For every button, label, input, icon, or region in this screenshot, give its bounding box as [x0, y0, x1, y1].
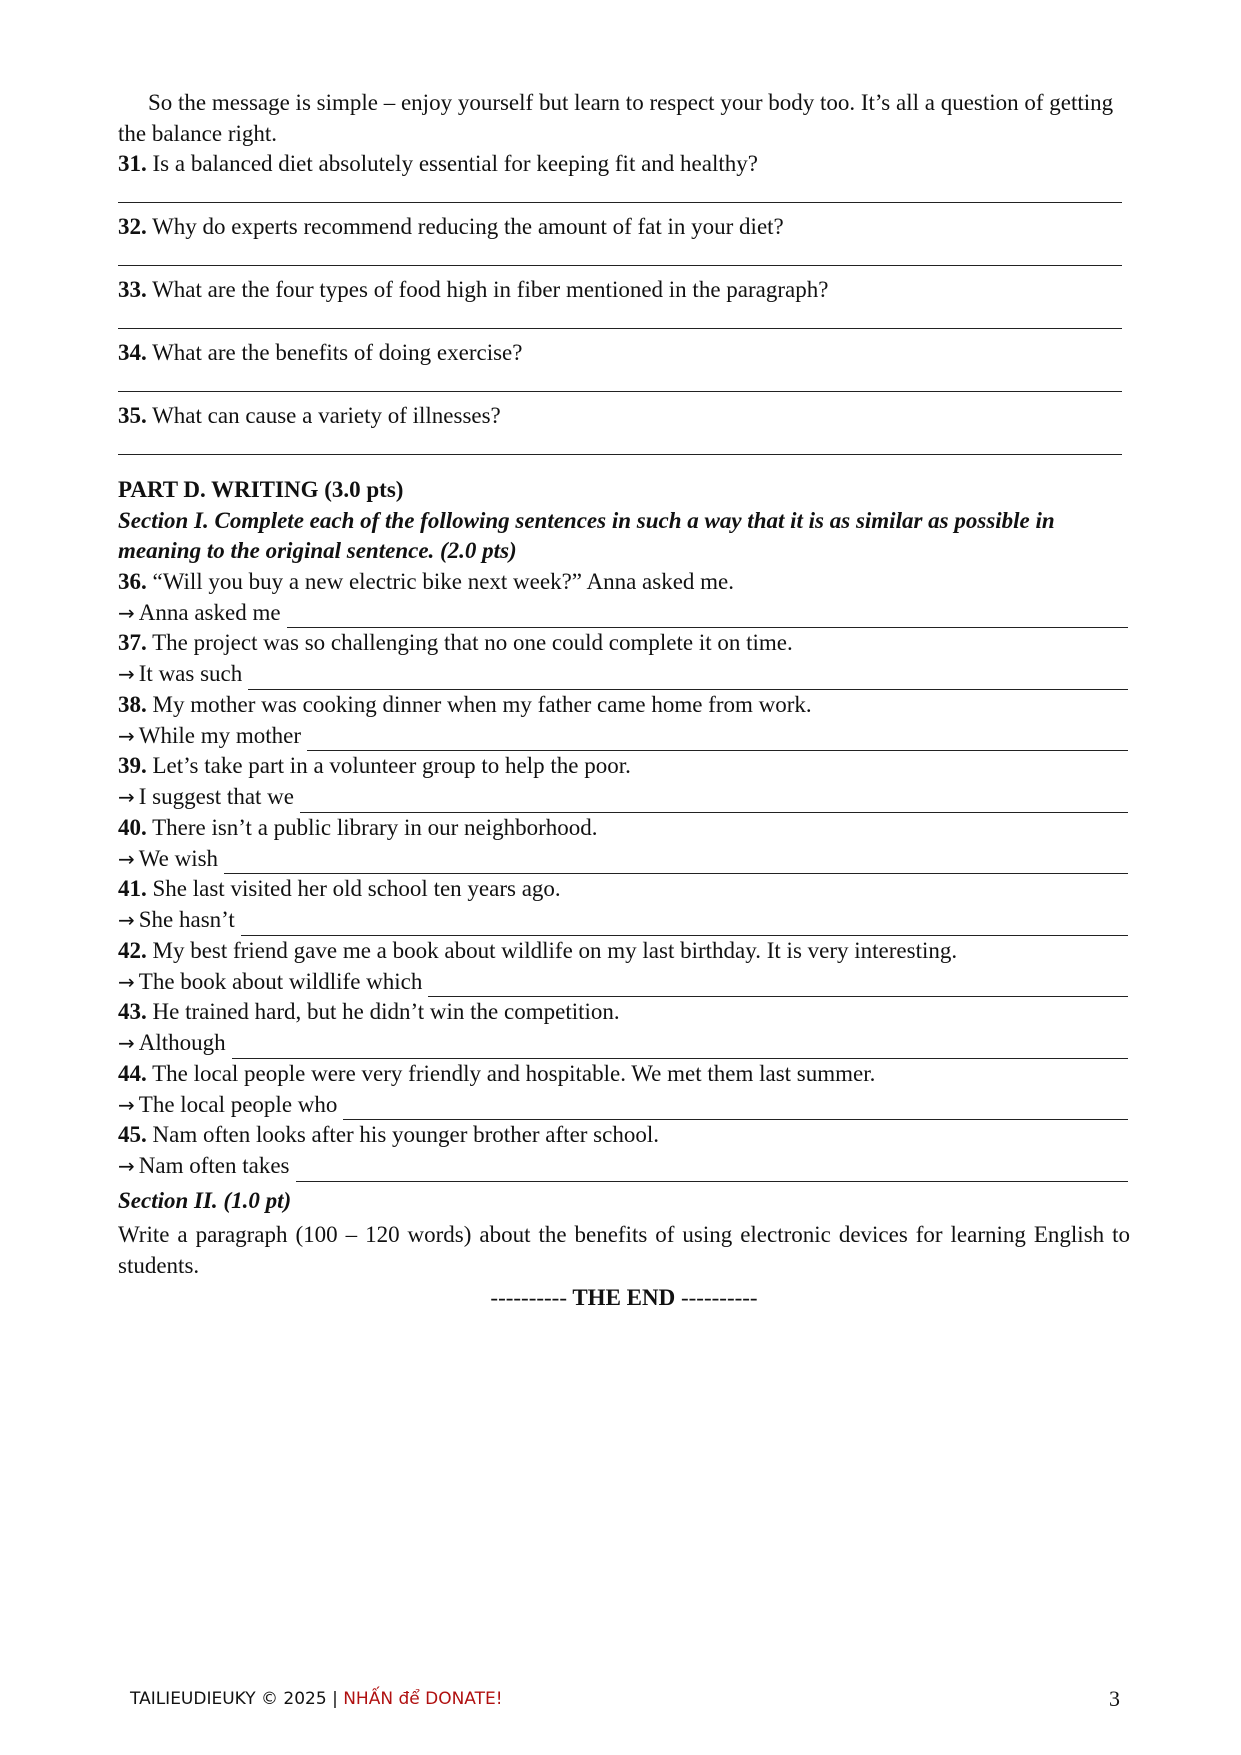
answer-line[interactable]	[118, 432, 1122, 455]
item-sentence: My mother was cooking dinner when my father came home from work.	[152, 691, 812, 717]
document-page	[118, 88, 1130, 1314]
item-prompt: The local people who	[138, 1091, 338, 1117]
end-dashes-right: ----------	[680, 1285, 758, 1310]
item-prompt: She hasn’t	[138, 907, 235, 932]
arrow-right-icon: →	[118, 662, 135, 686]
question-32	[118, 212, 1130, 266]
question-number: 34.	[118, 340, 147, 365]
question-35	[118, 401, 1130, 455]
page-number: 3	[1109, 1686, 1120, 1711]
intro-paragraph: So the message is simple – enjoy yourself but learn to respect your body too. It’s all a question of getting the balance right.	[118, 90, 1114, 146]
arrow-right-icon: →	[118, 785, 135, 809]
item-number: 42.	[118, 937, 147, 963]
answer-line[interactable]	[118, 180, 1122, 203]
arrow-right-icon: →	[118, 600, 135, 625]
question-31	[118, 149, 1130, 203]
question-text: What are the four types of food high in fiber mentioned in the paragraph?	[152, 277, 829, 302]
arrow-right-icon: →	[118, 1092, 135, 1117]
rewrite-item-39	[118, 751, 1130, 813]
item-prompt: Although	[138, 1030, 226, 1055]
answer-line[interactable]	[300, 790, 1128, 813]
answer-line[interactable]	[307, 728, 1128, 751]
rewrite-items	[118, 567, 1130, 1182]
rewrite-item-37	[118, 628, 1130, 690]
item-number: 39.	[118, 753, 147, 778]
rewrite-item-40	[118, 813, 1130, 875]
end-marker	[118, 1283, 1130, 1314]
arrow-right-icon: →	[118, 846, 135, 871]
answer-line[interactable]	[296, 1159, 1129, 1182]
page-footer	[130, 1686, 1120, 1712]
end-text: THE END	[572, 1285, 676, 1310]
arrow-right-icon: →	[118, 723, 135, 748]
answer-line[interactable]	[287, 605, 1128, 628]
item-prompt: I suggest that we	[138, 784, 294, 809]
arrow-right-icon: →	[118, 1031, 135, 1055]
item-prompt: Anna asked me	[138, 599, 281, 625]
item-sentence: “Will you buy a new electric bike next week?” Anna asked me.	[152, 568, 735, 594]
item-number: 38.	[118, 691, 147, 717]
answer-line[interactable]	[428, 974, 1128, 997]
arrow-right-icon: →	[118, 1154, 135, 1178]
item-sentence: Let’s take part in a volunteer group to help the poor.	[152, 753, 631, 778]
item-prompt: It was such	[138, 661, 243, 686]
question-text: What are the benefits of doing exercise?	[152, 340, 523, 365]
footer-brand: TAILIEUDIEUKY © 2025 |	[130, 1689, 338, 1709]
item-number: 40.	[118, 814, 147, 840]
question-number: 32.	[118, 214, 147, 239]
answer-line[interactable]	[118, 243, 1122, 266]
item-sentence: The project was so challenging that no one could complete it on time.	[152, 630, 793, 655]
item-sentence: Nam often looks after his younger brother after school.	[152, 1122, 659, 1147]
rewrite-item-38	[118, 690, 1130, 752]
item-prompt: The book about wildlife which	[138, 968, 423, 994]
rewrite-item-41	[118, 874, 1130, 936]
item-sentence: He trained hard, but he didn’t win the competition.	[152, 999, 620, 1024]
item-number: 41.	[118, 876, 147, 901]
rewrite-item-36	[118, 567, 1130, 629]
question-number: 35.	[118, 403, 147, 428]
item-sentence: There isn’t a public library in our neighborhood.	[152, 814, 598, 840]
question-text: What can cause a variety of illnesses?	[152, 403, 501, 428]
end-dashes-left: ----------	[490, 1285, 567, 1310]
answer-line[interactable]	[248, 667, 1128, 690]
donate-link[interactable]: NHẤN để DONATE!	[343, 1689, 503, 1709]
item-sentence: My best friend gave me a book about wildlife on my last birthday. It is very interesting.	[152, 937, 958, 963]
question-34	[118, 338, 1130, 392]
rewrite-item-44	[118, 1059, 1130, 1121]
rewrite-item-45	[118, 1120, 1130, 1182]
question-number: 31.	[118, 151, 147, 176]
item-number: 45.	[118, 1122, 147, 1147]
footer-left	[130, 1689, 503, 1709]
section-2-title: Section II. (1.0 pt)	[118, 1187, 292, 1213]
section-1-instruction: Section I. Complete each of the following sentences in such a way that it is as similar as possible in meaning to the original sentence. (2.0 pts)	[118, 507, 1055, 563]
item-prompt: Nam often takes	[138, 1153, 290, 1178]
question-text: Is a balanced diet absolutely essential for keeping fit and healthy?	[152, 151, 758, 176]
item-prompt: We wish	[138, 845, 219, 871]
question-33	[118, 275, 1130, 329]
item-sentence: The local people were very friendly and hospitable. We met them last summer.	[152, 1060, 876, 1086]
item-number: 43.	[118, 999, 147, 1024]
question-number: 33.	[118, 277, 147, 302]
comprehension-questions	[118, 149, 1130, 455]
answer-line[interactable]	[224, 851, 1128, 874]
item-number: 44.	[118, 1060, 147, 1086]
part-d-title: PART D. WRITING (3.0 pts)	[118, 477, 404, 502]
arrow-right-icon: →	[118, 908, 135, 932]
section-2-task: Write a paragraph (100 – 120 words) about the benefits of using electronic devices for learning English to students.	[118, 1222, 1130, 1278]
answer-line[interactable]	[343, 1097, 1128, 1120]
answer-line[interactable]	[241, 913, 1128, 936]
arrow-right-icon: →	[118, 969, 135, 994]
item-prompt: While my mother	[138, 722, 302, 748]
question-text: Why do experts recommend reducing the amount of fat in your diet?	[152, 214, 784, 239]
answer-line[interactable]	[232, 1036, 1128, 1059]
answer-line[interactable]	[118, 306, 1122, 329]
item-sentence: She last visited her old school ten years ago.	[152, 876, 561, 901]
rewrite-item-43	[118, 997, 1130, 1059]
rewrite-item-42	[118, 936, 1130, 998]
item-number: 36.	[118, 568, 147, 594]
answer-line[interactable]	[118, 369, 1122, 392]
item-number: 37.	[118, 630, 147, 655]
